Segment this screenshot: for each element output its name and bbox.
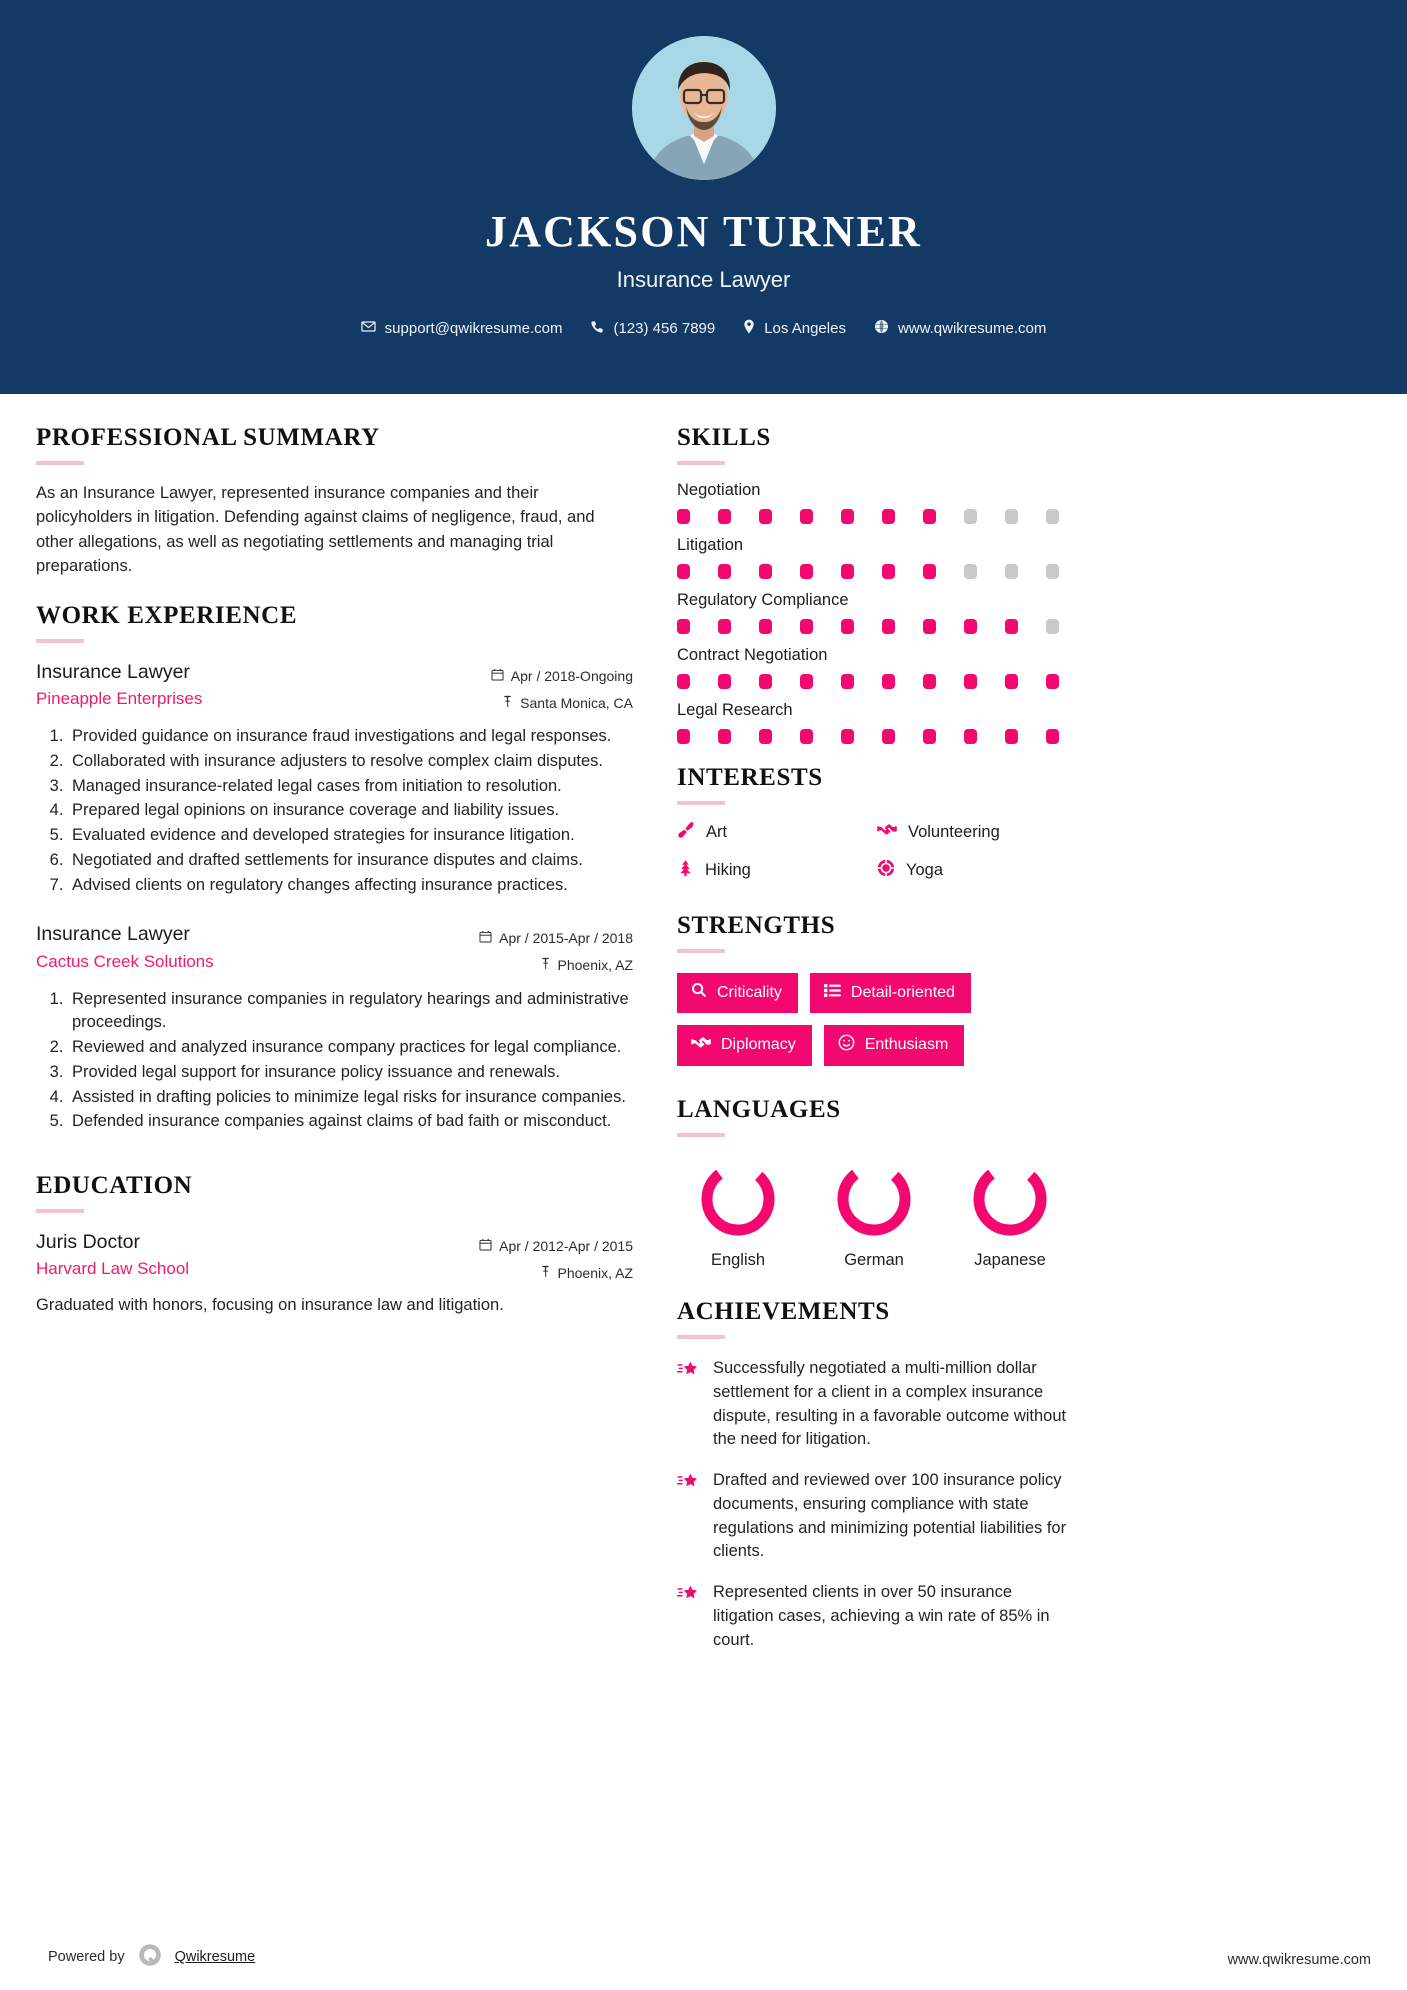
calendar-icon — [491, 663, 504, 690]
envelope-icon — [361, 319, 376, 338]
section-rule — [677, 461, 725, 465]
skill-dot — [677, 509, 690, 524]
work-dates — [479, 925, 633, 952]
section-rule — [677, 801, 725, 805]
work-bullets — [36, 988, 633, 1135]
language-item — [815, 1157, 933, 1270]
skill-dot — [964, 674, 977, 689]
calendar-icon — [479, 925, 492, 952]
contact-phone-text: (123) 456 7899 — [613, 320, 716, 337]
section-heading: ACHIEVEMENTS — [677, 1298, 890, 1325]
work-location-text: Phoenix, AZ — [557, 957, 633, 974]
section-heading: WORK EXPERIENCE — [36, 602, 298, 629]
list-item: 4. Prepared legal opinions on insurance coverage and liability issues. — [68, 799, 633, 823]
skill-dot — [964, 509, 977, 524]
interest-label: Hiking — [705, 861, 751, 879]
professional-summary-text: As an Insurance Lawyer, represented insurance companies and their policyholders in litigation. Defending against claims of negligence, fraud, and other allegations, as well as negotiating settlements and managing trial preparations. — [36, 484, 595, 575]
list-item: 1. Represented insurance companies in regulatory hearings and administrative proceedings. — [68, 988, 633, 1036]
skill-label: Regulatory Compliance — [677, 591, 849, 609]
interest-item — [877, 859, 1071, 882]
section-heading: INTERESTS — [677, 764, 823, 791]
skill-dot — [1005, 509, 1018, 524]
skill-dot — [1046, 509, 1059, 524]
handshake-icon — [691, 1035, 711, 1056]
language-item — [951, 1157, 1069, 1270]
smiley-icon — [838, 1034, 855, 1056]
list-item: 4. Assisted in drafting policies to minimize legal risks for insurance companies. — [68, 1086, 633, 1110]
work-organization: Cactus Creek Solutions — [36, 951, 214, 971]
skill-item — [677, 701, 1071, 744]
contact-website[interactable] — [860, 319, 1060, 338]
education-degree: Juris Doctor — [36, 1231, 141, 1254]
skill-dot — [759, 509, 772, 524]
skill-dot — [759, 729, 772, 744]
skill-item — [677, 481, 1071, 524]
skill-rating — [677, 619, 1071, 634]
contact-phone[interactable] — [576, 320, 729, 338]
skill-dot — [718, 509, 731, 524]
skill-label: Legal Research — [677, 701, 793, 719]
skill-dot — [800, 619, 813, 634]
section-languages — [677, 1096, 1071, 1270]
skill-dot — [882, 564, 895, 579]
section-rule — [677, 1133, 725, 1137]
skill-dot — [923, 509, 936, 524]
footer-site-url: www.qwikresume.com — [1227, 1952, 1371, 1968]
section-heading: STRENGTHS — [677, 912, 836, 939]
work-entry — [36, 921, 633, 1134]
skill-dot — [800, 564, 813, 579]
skill-label: Litigation — [677, 536, 744, 554]
skill-dot — [882, 729, 895, 744]
skill-dot — [841, 619, 854, 634]
list-item: 3. Managed insurance-related legal cases from initiation to resolution. — [68, 775, 633, 799]
section-interests — [677, 764, 1071, 882]
handshake-icon — [877, 822, 897, 843]
resume-header — [0, 0, 1407, 394]
work-location-text: Santa Monica, CA — [520, 694, 633, 711]
interest-label: Yoga — [906, 861, 944, 879]
section-rule — [36, 461, 84, 465]
strength-label: Diplomacy — [721, 1036, 796, 1053]
magnifier-icon — [691, 982, 707, 1003]
language-ring — [832, 1157, 916, 1241]
achievement-item — [677, 1357, 1071, 1452]
interest-item — [677, 821, 871, 844]
language-label: English — [710, 1251, 766, 1269]
language-item — [679, 1157, 797, 1270]
section-heading: LANGUAGES — [677, 1096, 841, 1123]
section-work-experience — [36, 602, 633, 1134]
phone-icon — [590, 320, 604, 338]
job-title: Insurance Lawyer — [616, 267, 791, 292]
avatar — [632, 36, 776, 180]
globe-icon — [874, 319, 889, 338]
list-item: 6. Negotiated and drafted settlements for insurance disputes and claims. — [68, 849, 633, 873]
work-role: Insurance Lawyer — [36, 923, 190, 946]
strength-badge — [810, 973, 971, 1013]
section-heading: PROFESSIONAL SUMMARY — [36, 424, 380, 451]
skill-dot — [1046, 729, 1059, 744]
skill-dot — [718, 564, 731, 579]
shooting-star-icon — [677, 1581, 699, 1652]
skill-dot — [677, 619, 690, 634]
list-item: 1. Provided guidance on insurance fraud investigations and legal responses. — [68, 725, 633, 749]
achievement-text: Represented clients in over 50 insurance litigation cases, achieving a win rate of 85% in court. — [713, 1583, 1050, 1649]
language-ring — [696, 1157, 780, 1241]
education-description: Graduated with honors, focusing on insurance law and litigation. — [36, 1296, 504, 1315]
achievement-text: Successfully negotiated a multi-million dollar settlement for a client in a complex insurance dispute, resulting in a favorable outcome without the need for litigation. — [713, 1359, 1067, 1449]
strength-label: Detail-oriented — [850, 983, 955, 1001]
skill-dot — [964, 564, 977, 579]
skill-item — [677, 591, 1071, 634]
skill-dot — [718, 619, 731, 634]
skill-rating — [677, 674, 1071, 689]
list-item: 3. Provided legal support for insurance policy issuance and renewals. — [68, 1061, 633, 1085]
section-strengths — [677, 912, 1071, 1066]
skill-dot — [923, 619, 936, 634]
map-pin-icon — [502, 690, 513, 717]
skill-dot — [1005, 564, 1018, 579]
shooting-star-icon — [677, 1357, 699, 1452]
education-dates — [479, 1233, 633, 1260]
skill-dot — [923, 674, 936, 689]
map-pin-icon — [540, 952, 551, 979]
contact-location-text: Los Angeles — [764, 320, 846, 337]
shooting-star-icon — [677, 1469, 699, 1564]
skill-dot — [964, 729, 977, 744]
skill-dot — [882, 674, 895, 689]
skill-label: Contract Negotiation — [677, 646, 828, 664]
interest-label: Volunteering — [908, 823, 1000, 841]
skill-dot — [759, 619, 772, 634]
skill-dot — [841, 729, 854, 744]
skill-item — [677, 536, 1071, 579]
work-dates — [491, 663, 633, 690]
skill-dot — [759, 564, 772, 579]
skill-item — [677, 646, 1071, 689]
skill-dot — [1005, 729, 1018, 744]
education-location-text: Phoenix, AZ — [557, 1264, 633, 1281]
section-achievements — [677, 1298, 1071, 1652]
section-professional-summary — [36, 424, 633, 578]
contact-location[interactable] — [729, 319, 860, 338]
strength-label: Criticality — [717, 983, 782, 1001]
language-label: Japanese — [974, 1251, 1046, 1269]
skill-rating — [677, 564, 1071, 579]
skill-dot — [882, 619, 895, 634]
language-label: German — [844, 1251, 904, 1269]
education-school: Harvard Law School — [36, 1259, 190, 1279]
skill-dot — [1046, 619, 1059, 634]
resume-body — [0, 394, 1407, 1672]
achievement-item — [677, 1469, 1071, 1564]
page-title: JACKSON TURNER — [484, 207, 923, 256]
skill-dot — [882, 509, 895, 524]
list-item: 5. Defended insurance companies against claims of bad faith or misconduct. — [68, 1110, 633, 1134]
achievement-text: Drafted and reviewed over 100 insurance policy documents, ensuring compliance with state regulations and minimizing potential liabilities for clients. — [713, 1471, 1067, 1561]
work-dates-text: Apr / 2018-Ongoing — [510, 668, 633, 684]
work-organization: Pineapple Enterprises — [36, 689, 203, 709]
work-bullets — [36, 725, 633, 897]
work-role: Insurance Lawyer — [36, 661, 190, 683]
section-heading: SKILLS — [677, 424, 771, 451]
list-icon — [824, 983, 841, 1003]
skill-dot — [718, 729, 731, 744]
list-item: 5. Evaluated evidence and developed strategies for insurance litigation. — [68, 824, 633, 848]
list-item: 7. Advised clients on regulatory changes affecting insurance practices. — [68, 874, 633, 898]
skill-dot — [677, 674, 690, 689]
education-location — [479, 1260, 633, 1287]
list-item: 2. Reviewed and analyzed insurance company practices for legal compliance. — [68, 1036, 633, 1060]
section-heading: EDUCATION — [36, 1172, 193, 1200]
skill-label: Negotiation — [677, 481, 761, 499]
strength-badge — [677, 973, 798, 1013]
left-column — [36, 424, 633, 1672]
location-pin-icon — [743, 319, 755, 338]
section-education — [36, 1172, 633, 1318]
skill-dot — [677, 729, 690, 744]
skill-dot — [841, 509, 854, 524]
contact-website-text: www.qwikresume.com — [897, 320, 1047, 337]
map-pin-icon — [540, 1260, 551, 1287]
brand-link[interactable]: Qwikresume — [174, 1949, 256, 1965]
right-column — [677, 424, 1071, 1672]
skill-rating — [677, 729, 1071, 744]
work-dates-text: Apr / 2015-Apr / 2018 — [499, 930, 633, 947]
powered-by — [48, 1942, 255, 1972]
skill-dot — [800, 509, 813, 524]
skill-dot — [841, 564, 854, 579]
powered-by-label: Powered by — [48, 1949, 125, 1965]
strength-badge — [824, 1025, 965, 1066]
skill-dot — [841, 674, 854, 689]
contact-email[interactable] — [347, 319, 577, 338]
section-rule — [36, 1209, 84, 1213]
calendar-icon — [479, 1233, 492, 1260]
education-dates-text: Apr / 2012-Apr / 2015 — [499, 1238, 633, 1255]
section-rule — [677, 1335, 725, 1339]
strength-badge — [677, 1025, 812, 1066]
language-ring — [968, 1157, 1052, 1241]
skill-dot — [800, 729, 813, 744]
section-rule — [36, 639, 84, 643]
skill-dot — [1046, 674, 1059, 689]
skill-dot — [964, 619, 977, 634]
skill-rating — [677, 509, 1071, 524]
skill-dot — [1005, 619, 1018, 634]
interest-item — [677, 859, 871, 882]
skill-dot — [759, 674, 772, 689]
skill-dot — [800, 674, 813, 689]
life-ring-icon — [877, 859, 895, 882]
skill-dot — [923, 729, 936, 744]
skill-dot — [923, 564, 936, 579]
education-entry — [36, 1229, 633, 1318]
interest-item — [877, 821, 1071, 844]
work-location — [491, 690, 633, 717]
achievement-item — [677, 1581, 1071, 1652]
work-entry — [36, 659, 633, 897]
skill-dot — [677, 564, 690, 579]
strength-label: Enthusiasm — [864, 1036, 949, 1053]
paintbrush-icon — [677, 821, 695, 844]
qwikresume-logo-icon — [137, 1942, 163, 1972]
section-rule — [677, 949, 725, 953]
work-location — [479, 952, 633, 979]
contact-email-text: support@qwikresume.com — [384, 320, 563, 337]
section-skills — [677, 424, 1071, 744]
resume-footer — [0, 1930, 1407, 1990]
skill-dot — [718, 674, 731, 689]
contact-row — [0, 319, 1407, 338]
skill-dot — [1046, 564, 1059, 579]
list-item: 2. Collaborated with insurance adjusters to resolve complex claim disputes. — [68, 750, 633, 774]
skill-dot — [1005, 674, 1018, 689]
tree-icon — [677, 859, 694, 882]
interest-label: Art — [706, 823, 728, 841]
